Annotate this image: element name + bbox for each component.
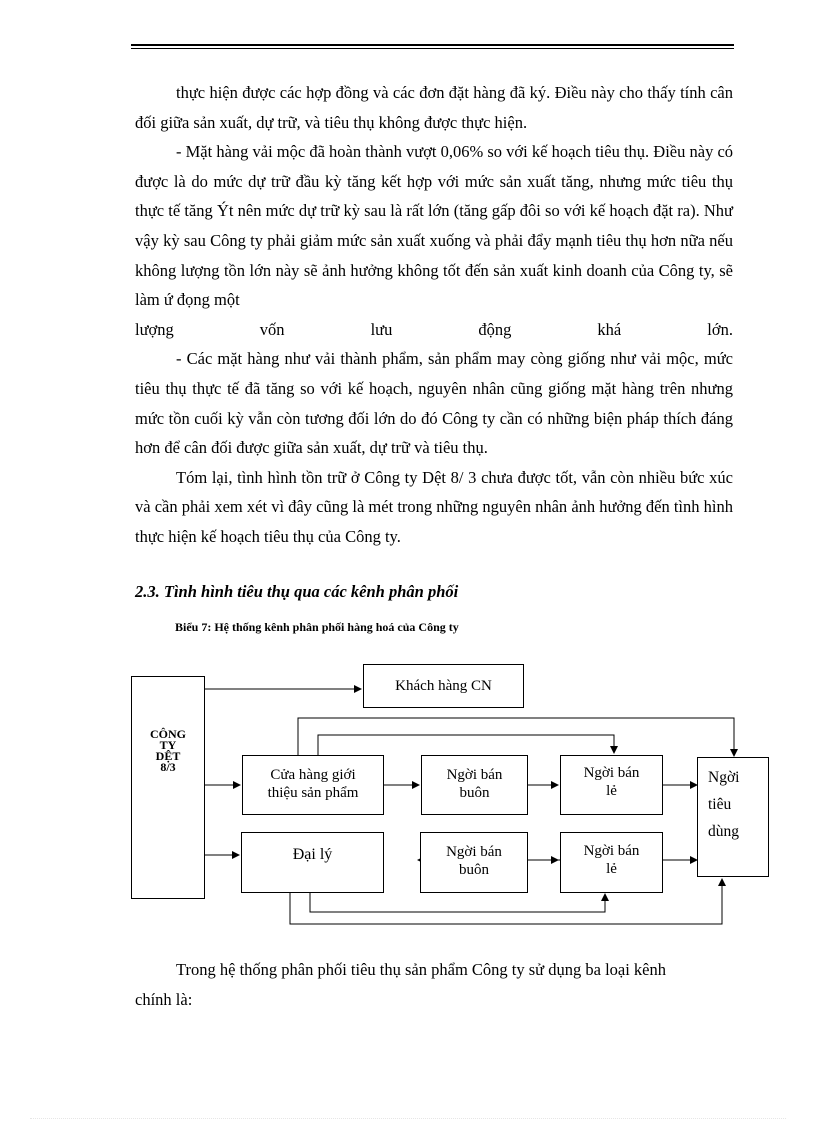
box-label: Ngời bán [583, 843, 640, 859]
page-bottom-border [30, 1118, 786, 1119]
box-label: Ngời bán [446, 767, 503, 783]
word: lượng [135, 319, 174, 339]
wholesaler-top-box [421, 755, 528, 815]
consumer-box [697, 757, 769, 877]
industrial-customer-box [363, 664, 524, 708]
retailer-top-box [560, 755, 663, 815]
paragraph: thực hiện được các hợp đồng và các đơn đặt hàng đã ký. Điều này cho thấy tính cân đối giữa sản xuất, dự trữ, và tiêu thụ không được thực hiện. [135, 83, 733, 132]
word: lớn. [707, 319, 733, 339]
box-label: tiêu [708, 796, 732, 813]
retailer-bottom-box [560, 832, 663, 893]
box-label: dùng [708, 823, 739, 840]
paragraph: - Các mặt hàng như vải thành phẩm, sản phẩm may còng giống như vải mộc, mức tiêu thụ thực tế đã tăng so với kế hoạch, nguyên nhân cũng giống mặt hàng trên nhưng mức tồn cuối kỳ vẫn còn tương đối lớn do đó Công ty cần có những biện pháp thích đáng hơn để cân đối được giữa sản xuất, dự trữ và tiêu thụ. [135, 349, 733, 458]
paragraph: Tóm lại, tình hình tồn trữ ở Công ty Dệt 8/ 3 chưa được tốt, vẫn còn nhiều bức xúc và cần phải xem xét vì đây cũng là mét trong những nguyên nhân ảnh hưởng đến tình hình thực hiện kế hoạch tiêu thụ của Công ty. [135, 467, 733, 546]
box-label: buôn [459, 785, 490, 801]
word: khá [597, 319, 622, 339]
word: vốn [259, 319, 285, 339]
paragraph: - Mặt hàng vải mộc đã hoàn thành vượt 0,06% so với kế hoạch tiêu thụ. Điều này có được là do mức dự trữ đầu kỳ tăng kết hợp với mức sản xuất tăng, nhưng mức tiêu thụ thực tế tăng Ýt nên mức dự trữ kỳ sau là rất lớn (tăng gấp đôi so với kế hoạch đặt ra). Như vậy kỳ sau Công ty phải giảm mức sản xuất xuống và phải đẩy mạnh tiêu thụ hơn nữa nếu không lượng tồn lớn này sẽ ảnh hưởng không tốt đến sản xuất kinh doanh của Công ty, sẽ làm ứ đọng một [135, 142, 734, 310]
arrow-store-to-consumer [298, 718, 734, 756]
box-label: lẻ [606, 783, 617, 799]
box-label: Ngời [708, 769, 740, 786]
agent-box [241, 832, 384, 893]
paragraph: Trong hệ thống phân phối tiêu thụ sản phẩm Công ty sử dụng ba loại kênh [176, 960, 667, 979]
section-heading: 2.3. Tình hình tiêu thụ qua các kênh phân phối [135, 582, 459, 601]
box-label: Khách hàng CN [395, 678, 492, 694]
box-label: lẻ [606, 861, 617, 877]
box-label: Ngời bán [583, 765, 640, 781]
box-label: thiệu sản phẩm [267, 785, 359, 801]
figure-caption: Biểu 7: Hệ thống kênh phân phối hàng hoá của Công ty [175, 620, 459, 634]
arrow-agent-to-retailer [310, 893, 605, 912]
box-label: buôn [459, 862, 489, 878]
box-label: Ngời bán [446, 844, 502, 860]
arrow-store-to-retailer [318, 735, 614, 755]
box-label: Cửa hàng giới [270, 767, 356, 783]
closing-text [135, 955, 733, 1014]
paragraph: chính là: [135, 989, 193, 1009]
store-box [242, 755, 384, 815]
box-label: Đại lý [292, 846, 333, 863]
word: lưu [370, 319, 393, 339]
company-box: CÔNG TY DỆT 8/3 [131, 676, 205, 899]
word: động [478, 319, 512, 339]
wholesaler-bottom-box [420, 832, 528, 893]
